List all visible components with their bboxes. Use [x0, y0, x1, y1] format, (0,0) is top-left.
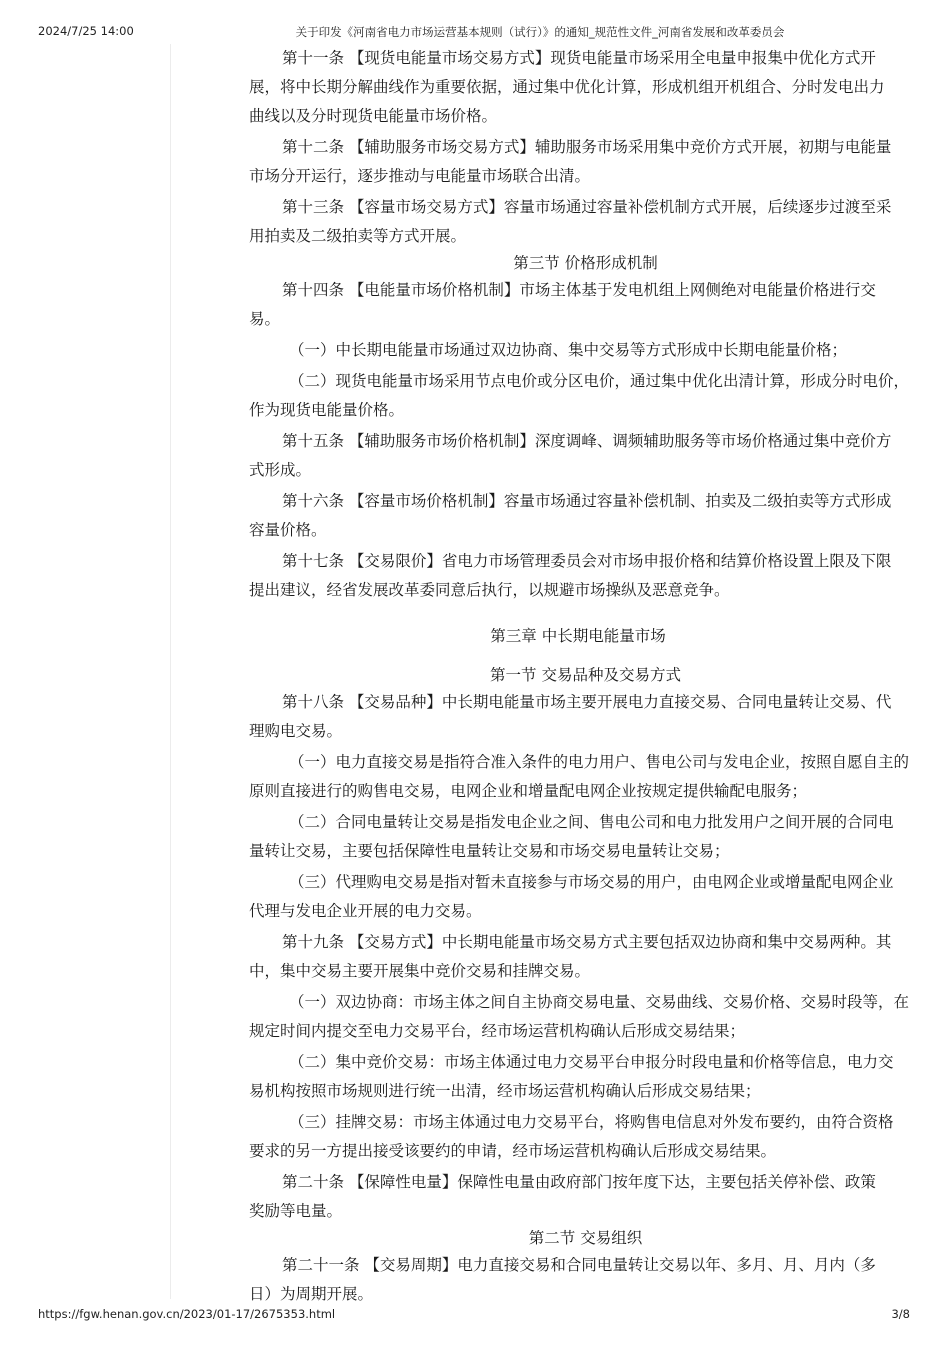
section-heading-trading-types: 第一节 交易品种及交易方式: [490, 666, 681, 684]
article-15-line-2: 式形成。: [249, 461, 312, 479]
article-20-line-2: 奖励等电量。: [249, 1202, 343, 1220]
left-divider: [170, 44, 171, 1299]
article-19-item-3-line-2: 要求的另一方提出接受该要约的申请，经市场运营机构确认后形成交易结果。: [249, 1142, 777, 1160]
article-12-line-2: 市场分开运行，逐步推动与电能量市场联合出清。: [249, 167, 591, 185]
article-18-line-1: 第十八条 【交易品种】中长期电能量市场主要开展电力直接交易、合同电量转让交易、代: [282, 693, 892, 711]
section-heading-pricing: 第三节 价格形成机制: [513, 254, 658, 272]
article-14-item-2-line-2: 作为现货电能量价格。: [249, 401, 405, 419]
article-18-item-3-line-1: （三）代理购电交易是指对暂未直接参与市场交易的用户，由电网企业或增量配电网企业: [289, 873, 894, 891]
article-19-item-3-line-1: （三）挂牌交易：市场主体通过电力交易平台，将购售电信息对外发布要约，由符合资格: [289, 1113, 894, 1131]
page-number: 3/8: [891, 1307, 910, 1321]
article-21-line-1: 第二十一条 【交易周期】电力直接交易和合同电量转让交易以年、多月、月、月内（多: [282, 1256, 876, 1274]
article-11-line-3: 曲线以及分时现货电能量市场价格。: [249, 107, 498, 125]
document-body: [249, 44, 910, 1303]
article-19-line-1: 第十九条 【交易方式】中长期电能量市场交易方式主要包括双边协商和集中交易两种。其: [282, 933, 892, 951]
article-21-line-2: 日）为周期开展。: [249, 1285, 374, 1303]
print-datetime: 2024/7/25 14:00: [38, 24, 134, 38]
article-11-line-1: 第十一条 【现货电能量市场交易方式】现货电能量市场采用全电量申报集中优化方式开: [282, 49, 876, 67]
article-17-line-1: 第十七条 【交易限价】省电力市场管理委员会对市场申报价格和结算价格设置上限及下限: [282, 552, 892, 570]
article-19-item-1-line-1: （一）双边协商：市场主体之间自主协商交易电量、交易曲线、交易价格、交易时段等，在: [289, 993, 910, 1011]
article-12-line-1: 第十二条 【辅助服务市场交易方式】辅助服务市场采用集中竞价方式开展，初期与电能量: [282, 138, 892, 156]
article-17-line-2: 提出建议，经省发展改革委同意后执行，以规避市场操纵及恶意竞争。: [249, 581, 730, 599]
article-18-item-2-line-2: 量转让交易，主要包括保障性电量转让交易和市场交易电量转让交易；: [249, 842, 730, 860]
article-18-item-2-line-1: （二）合同电量转让交易是指发电企业之间、售电公司和电力批发用户之间开展的合同电: [289, 813, 894, 831]
article-14-line-1: 第十四条 【电能量市场价格机制】市场主体基于发电机组上网侧绝对电能量价格进行交: [282, 281, 876, 299]
article-11-line-2: 展，将中长期分解曲线作为重要依据，通过集中优化计算，形成机组开机组合、分时发电出力: [249, 78, 885, 96]
article-18-item-1-line-2: 原则直接进行的购售电交易，电网企业和增量配电网企业按规定提供输配电服务；: [249, 782, 808, 800]
print-footer: [0, 1307, 950, 1323]
article-13-line-2: 用拍卖及二级拍卖等方式开展。: [249, 227, 467, 245]
article-13-line-1: 第十三条 【容量市场交易方式】容量市场通过容量补偿机制方式开展，后续逐步过渡至采: [282, 198, 892, 216]
article-18-item-1-line-1: （一）电力直接交易是指符合准入条件的电力用户、售电公司与发电企业，按照自愿自主的: [289, 753, 910, 771]
article-18-line-2: 理购电交易。: [249, 722, 343, 740]
article-16-line-1: 第十六条 【容量市场价格机制】容量市场通过容量补偿机制、拍卖及二级拍卖等方式形成: [282, 492, 892, 510]
article-14-item-1: （一）中长期电能量市场通过双边协商、集中交易等方式形成中长期电能量价格；: [289, 341, 848, 359]
print-page-title: 关于印发《河南省电力市场运营基本规则（试行）》的通知_规范性文件_河南省发展和改革委员会: [295, 25, 785, 39]
article-19-item-2-line-1: （二）集中竞价交易：市场主体通过电力交易平台申报分时段电量和价格等信息，电力交: [289, 1053, 894, 1071]
chapter-heading-3: 第三章 中长期电能量市场: [490, 627, 666, 645]
article-16-line-2: 容量价格。: [249, 521, 327, 539]
article-19-item-1-line-2: 规定时间内提交至电力交易平台，经市场运营机构确认后形成交易结果；: [249, 1022, 746, 1040]
article-19-item-2-line-2: 易机构按照市场规则进行统一出清，经市场运营机构确认后形成交易结果；: [249, 1082, 761, 1100]
article-14-line-2: 易。: [249, 310, 281, 328]
print-url: https://fgw.henan.gov.cn/2023/01-17/2675353.html: [38, 1307, 336, 1321]
section-heading-organization: 第二节 交易组织: [528, 1229, 643, 1247]
article-19-line-2: 中，集中交易主要开展集中竞价交易和挂牌交易。: [249, 962, 591, 980]
article-14-item-2-line-1: （二）现货电能量市场采用节点电价或分区电价，通过集中优化出清计算，形成分时电价，: [289, 372, 910, 390]
article-20-line-1: 第二十条 【保障性电量】保障性电量由政府部门按年度下达，主要包括关停补偿、政策: [282, 1173, 876, 1191]
article-18-item-3-line-2: 代理与发电企业开展的电力交易。: [249, 902, 482, 920]
print-header: [0, 24, 950, 40]
article-15-line-1: 第十五条 【辅助服务市场价格机制】深度调峰、调频辅助服务等市场价格通过集中竞价方: [282, 432, 892, 450]
